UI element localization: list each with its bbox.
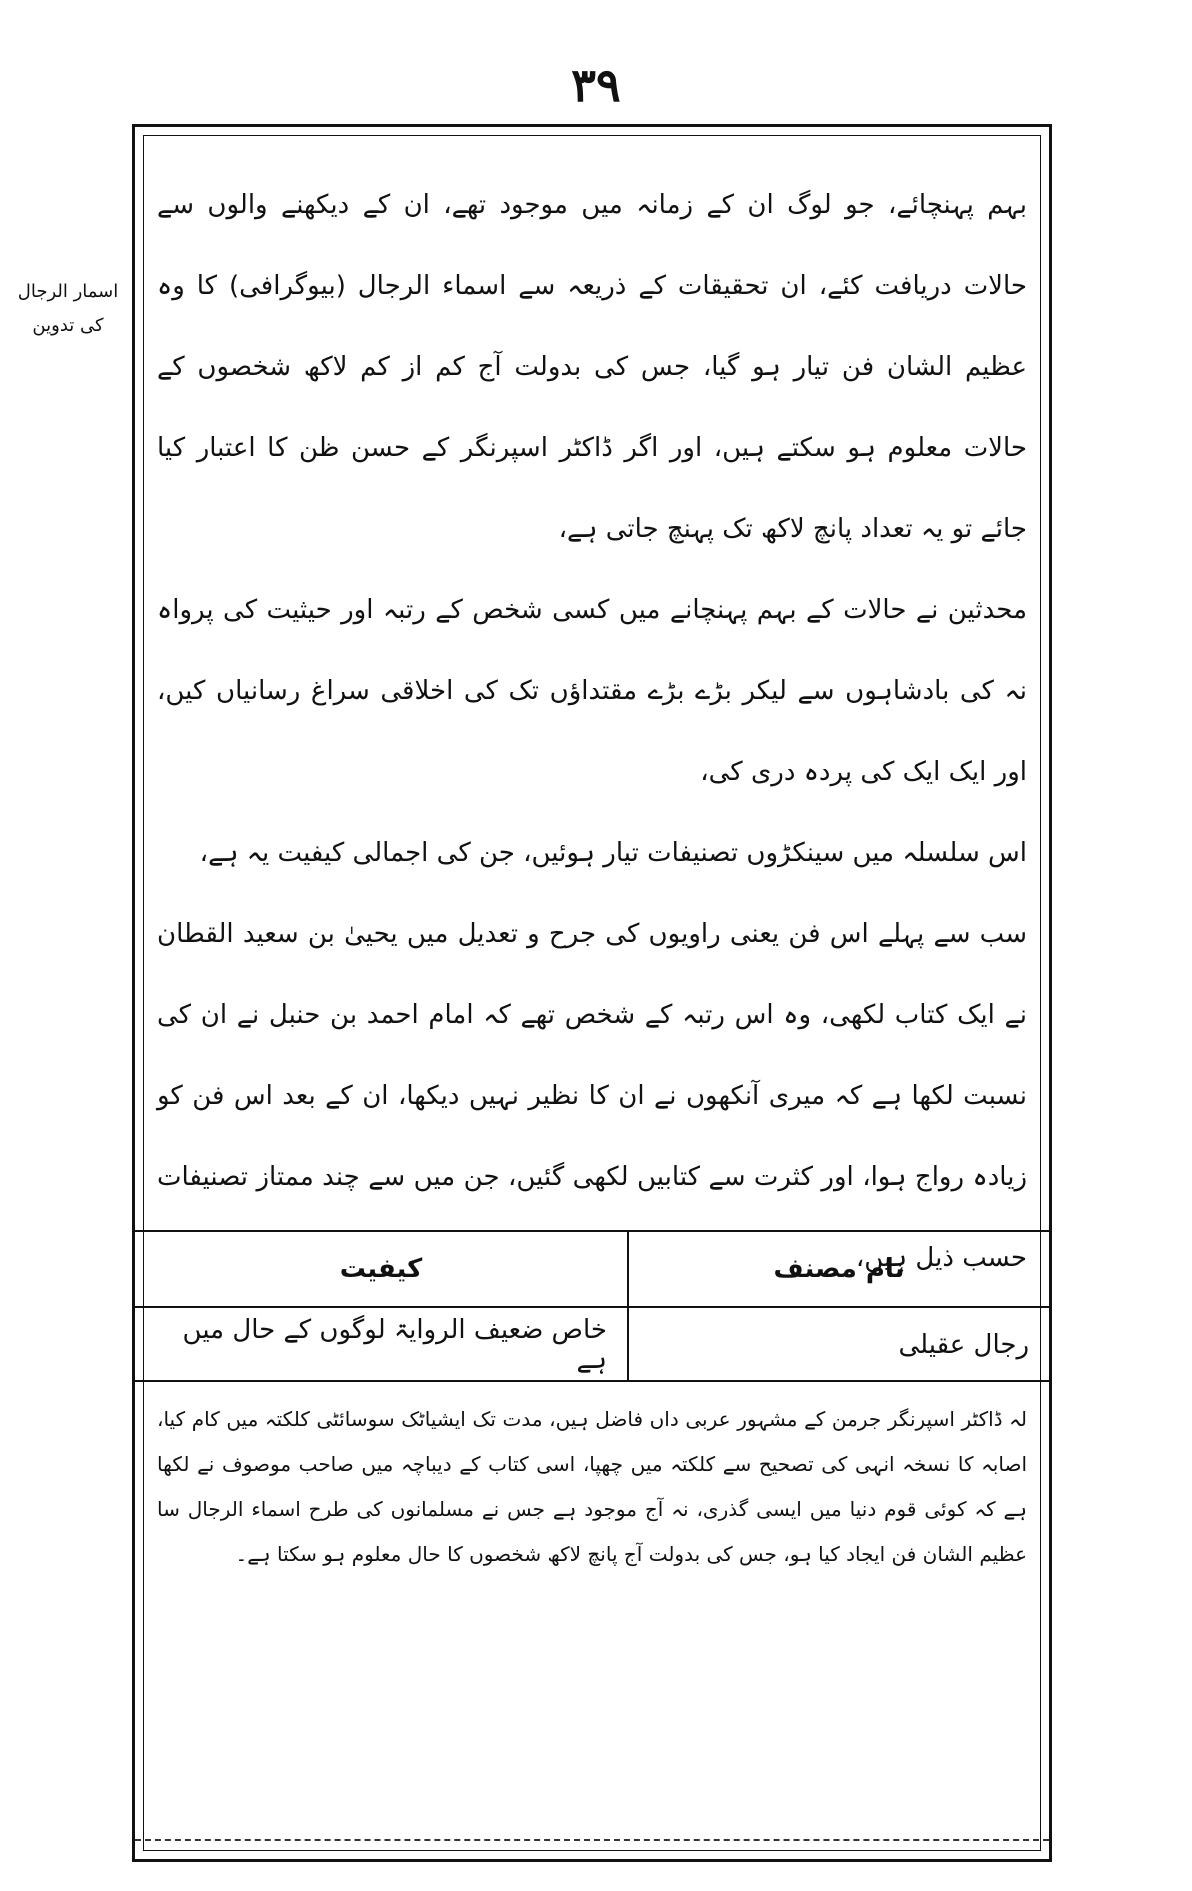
margin-note-line-1: اسمار الرجال xyxy=(17,281,119,302)
paragraph: محدثین نے حالات کے بہم پہنچانے میں کسی شخص کے رتبہ اور حیثیت کی پرواہ نہ کی بادشاہوں سے لیکر بڑے بڑے مقتداؤں تک کی اخلاقی سراغ رسانیاں کیں، اور ایک ایک کی پردہ دری کی، xyxy=(157,595,1027,787)
table-cell-author: رجال عقیلی xyxy=(627,1308,1049,1382)
table-header-row xyxy=(135,1232,1049,1306)
table-header-description: کیفیت xyxy=(339,1254,423,1284)
margin-note xyxy=(8,275,128,343)
body-text xyxy=(157,165,1027,1299)
page-frame xyxy=(132,124,1052,1862)
margin-note-line-2: کی تدوین xyxy=(32,315,104,336)
page-number: ۳۹ xyxy=(571,58,621,112)
footnote: لہ ڈاکٹر اسپرنگر جرمن کے مشہور عربی داں فاضل ہیں، مدت تک ایشیاٹک سوسائٹی کلکتہ میں کام کیا، اصابہ کا نسخہ انہی کی تصحیح سے کلکتہ میں چھپا، اسی کتاب کے دیباچہ میں صاحب موصوف نے لکھا ہے کہ کوئی قوم دنیا میں ایسی گذری، نہ آج موجود ہے جس نے مسلمانوں کی طرح اسماء الرجال سا عظیم الشان فن ایجاد کیا ہو، جس کی بدولت آج پانچ لاکھ شخصوں کا حال معلوم ہو سکتا ہے۔ xyxy=(157,1407,1027,1566)
paragraph: بہم پہنچائے، جو لوگ ان کے زمانہ میں موجود تھے، ان کے دیکھنے والوں سے حالات دریافت کئے، ان تحقیقات کے ذریعہ سے اسماء الرجال (بیوگرافی) کا وہ عظیم الشان فن تیار ہو گیا، جس کی بدولت آج کم از کم لاکھ شخصوں کے حالات معلوم ہو سکتے ہیں، اور اگر ڈاکٹر اسپرنگر کے حسن ظن کا اعتبار کیا جائے تو یہ تعداد پانچ لاکھ تک پہنچ جاتی ہے، xyxy=(157,190,1027,544)
paragraph: سب سے پہلے اس فن یعنی راویوں کی جرح و تعدیل میں یحییٰ بن سعید القطان نے ایک کتاب لکھی، وہ اس رتبہ کے شخص تھے کہ امام احمد بن حنبل نے ان کی نسبت لکھا ہے کہ میری آنکھوں نے ان کا نظیر نہیں دیکھا، ان کے بعد اس فن کو زیادہ رواج ہوا، اور کثرت سے کتابیں لکھی گئیں، جن میں سے چند ممتاز تصنیفات حسب ذیل ہیں، xyxy=(157,919,1027,1273)
table-cell-description: خاص ضعیف الروایۃ لوگوں کے حال میں ہے xyxy=(182,1315,607,1375)
paragraph: اس سلسلہ میں سینکڑوں تصنیفات تیار ہوئیں، جن کی اجمالی کیفیت یہ ہے، xyxy=(199,838,1027,868)
books-table xyxy=(135,1230,1049,1382)
frame-bottom-rule xyxy=(135,1839,1049,1841)
table-header-author: نام مصنف xyxy=(627,1232,1049,1306)
table-row xyxy=(135,1306,1049,1382)
